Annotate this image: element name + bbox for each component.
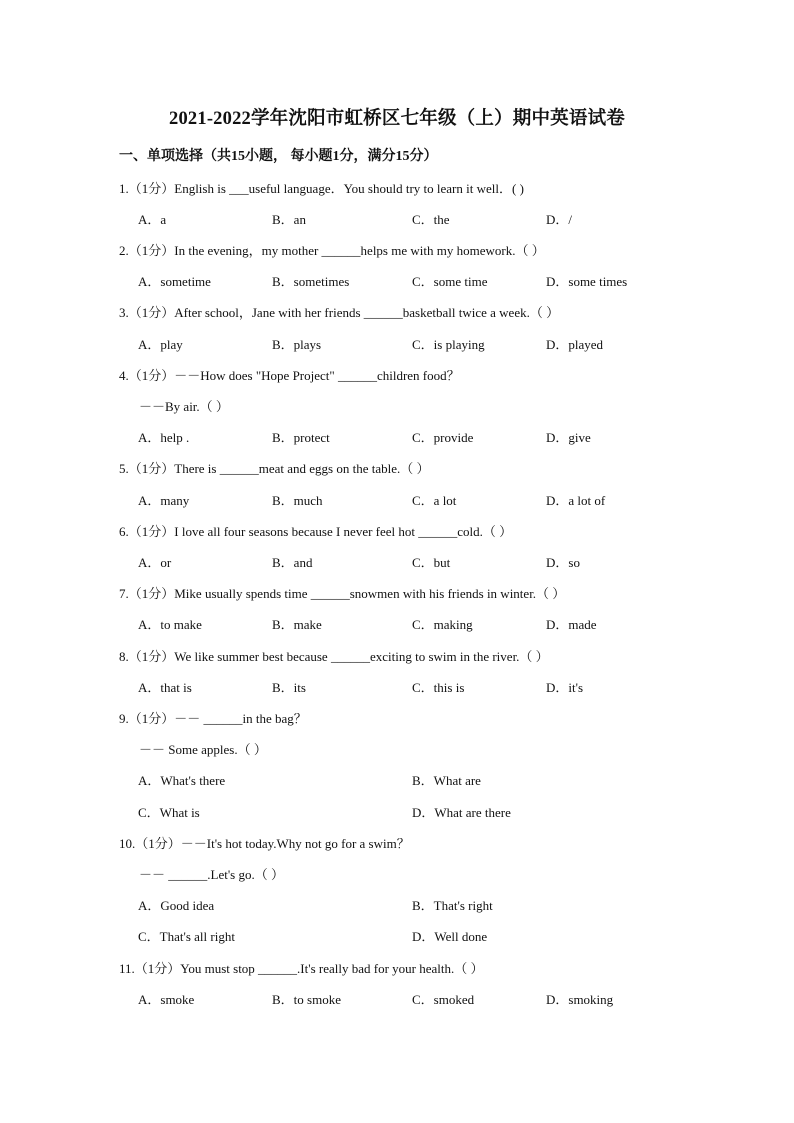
question-stem: 4.（1分）－－How does "Hope Project" ______children food？ (119, 368, 460, 383)
option-b: B．its (272, 680, 306, 695)
option-c: C．some time (412, 274, 488, 289)
question-stem: 10.（1分）－－It's hot today.Why not go for a swim？ (119, 836, 410, 851)
question-stem: 3.（1分）After school，Jane with her friends ______basketball twice a week.（ ） (119, 305, 560, 320)
option-b: B．sometimes (272, 274, 350, 289)
option-b: B．plays (272, 337, 322, 352)
option-c: C．but (412, 555, 451, 570)
option-c: C．provide (412, 430, 474, 445)
option-a: A．to make (138, 617, 202, 632)
dialogue-reply: －－ Some apples.（ ） (139, 742, 267, 757)
option-b: B．and (272, 555, 313, 570)
option-c: C．making (412, 617, 473, 632)
option-b: B．That's right (412, 898, 493, 913)
option-b: B．much (272, 493, 323, 508)
option-a: A．help . (138, 430, 190, 445)
option-a: A．smoke (138, 992, 195, 1007)
option-b: B．make (272, 617, 322, 632)
dialogue-reply: －－ ______.Let's go.（ ） (139, 867, 284, 882)
option-a: A．a (138, 212, 167, 227)
option-b: B．What are (412, 773, 481, 788)
option-a: A．Good idea (138, 898, 215, 913)
option-c: C．That's all right (138, 929, 235, 944)
page-title: 2021-2022学年沈阳市虹桥区七年级（上）期中英语试卷 (169, 109, 625, 129)
option-d: D．smoking (546, 992, 614, 1007)
question-stem: 11.（1分）You must stop ______.It's really bad for your health.（ ） (119, 961, 484, 976)
option-b: B．protect (272, 430, 330, 445)
option-b: B．an (272, 212, 306, 227)
question-stem: 9.（1分）－－ ______in the bag？ (119, 711, 307, 726)
question-stem: 2.（1分）In the evening，my mother ______helps me with my homework.（ ） (119, 243, 545, 258)
option-d: D．a lot of (546, 493, 606, 508)
option-c: C．a lot (412, 493, 457, 508)
option-d: D．give (546, 430, 591, 445)
option-c: C．is playing (412, 337, 485, 352)
option-d: D．some times (546, 274, 628, 289)
option-a: A．play (138, 337, 183, 352)
option-d: D．made (546, 617, 597, 632)
option-d: D．What are there (412, 805, 511, 820)
option-c: C．smoked (412, 992, 475, 1007)
option-b: B．to smoke (272, 992, 341, 1007)
option-c: C．the (412, 212, 450, 227)
option-d: D．so (546, 555, 580, 570)
option-d: D．/ (546, 212, 573, 227)
question-stem: 8.（1分）We like summer best because ______exciting to swim in the river.（ ） (119, 649, 549, 664)
option-d: D．played (546, 337, 604, 352)
option-a: A．many (138, 493, 190, 508)
question-stem: 7.（1分）Mike usually spends time ______snowmen with his friends in winter.（ ） (119, 586, 566, 601)
question-stem: 6.（1分）I love all four seasons because I never feel hot ______cold.（ ） (119, 524, 513, 539)
option-a: A．that is (138, 680, 192, 695)
option-a: A．What's there (138, 773, 226, 788)
section-heading: 一、单项选择（共15小题， 每小题1分，满分15分） (119, 149, 438, 164)
option-a: A．sometime (138, 274, 211, 289)
question-stem: 5.（1分）There is ______meat and eggs on the table.（ ） (119, 461, 430, 476)
option-d: D．Well done (412, 929, 488, 944)
option-a: A．or (138, 555, 172, 570)
dialogue-reply: －－By air.（ ） (139, 399, 229, 414)
option-d: D．it's (546, 680, 584, 695)
question-stem: 1.（1分）English is ___useful language．You should try to learn it well．( ) (119, 181, 524, 196)
option-c: C．What is (138, 805, 200, 820)
option-c: C．this is (412, 680, 465, 695)
